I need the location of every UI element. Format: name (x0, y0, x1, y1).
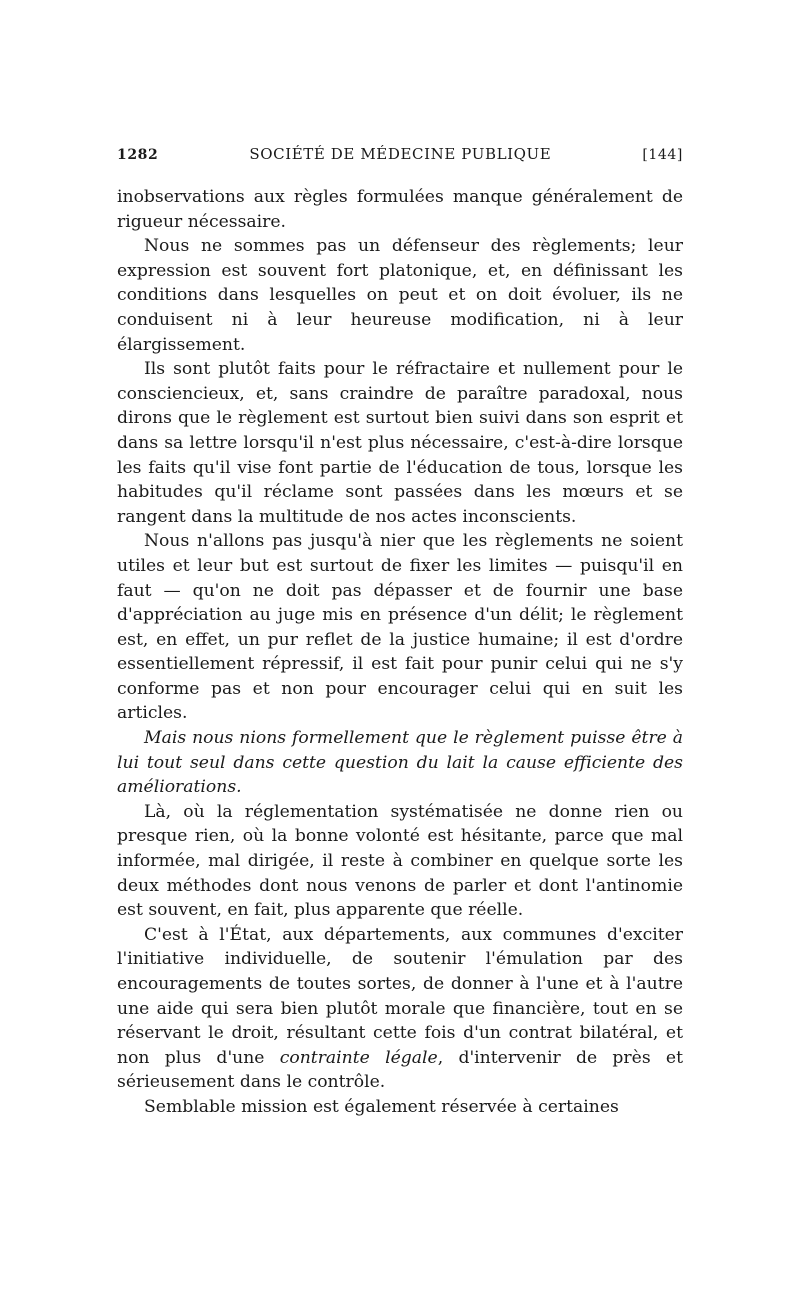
paragraph (117, 185, 683, 234)
italic-text: contrainte légale (279, 1047, 438, 1068)
paragraph-text: inobservations aux règles formulées manque généralement de rigueur nécessaire. (117, 187, 683, 232)
page-number: 1282 (117, 147, 159, 163)
paragraph (117, 529, 683, 726)
paragraph-text: Semblable mission est également réservée à certaines (144, 1096, 619, 1117)
paragraph-text: , d'intervenir de près et sérieusement dans le contrôle. (117, 1047, 684, 1093)
bracket-page-number: [144] (642, 147, 683, 163)
running-header (117, 145, 683, 185)
paragraph-text: Là, où la réglementation systématisée ne donne rien ou presque rien, où la bonne volonté est hésitante, parce que mal informée, mal dirigée, il reste à combiner en quelque sorte les deux méthodes dont nous venons de parler et dont l'antinomie est souvent, en fait, plus apparente que réelle. (117, 801, 683, 921)
paragraph (117, 357, 683, 529)
paragraph (117, 800, 683, 923)
paragraph (117, 234, 683, 357)
italic-text: Mais nous nions formellement que le règlement puisse être à lui tout seul dans cette question du lait la cause efficiente des améliorations. (117, 728, 683, 798)
paragraph-text: Nous ne sommes pas un défenseur des règlements; leur expression est souvent fort platonique, et, en définissant les conditions dans lesquelles on peut et on doit évoluer, ils ne conduisent ni à leur heureuse modification, ni à leur élargissement. (117, 236, 683, 355)
paragraph-text: Ils sont plutôt faits pour le réfractaire et nullement pour le consciencieux, et, sans craindre de paraître paradoxal, nous dirons que le règlement est surtout bien suivi dans son esprit et dans sa lettre lorsqu'il n'est plus nécessaire, c'est-à-dire lorsque les faits qu'il vise font partie de l'éducation de tous, lorsque les habitudes qu'il réclame sont passées dans les mœurs et se rangent dans la multitude de nos actes inconscients. (117, 359, 683, 527)
paragraph-text: Nous n'allons pas jusqu'à nier que les règlements ne soient utiles et leur but est surtout de fixer les limites — puisqu'il en faut — qu'on ne doit pas dépasser et de fournir une base d'appréciation au juge mis en présence d'un délit; le règlement est, en effet, un pur reflet de la justice humaine; il est d'ordre essentiellement répressif, il est fait pour punir celui qui ne s'y conforme pas et non pour encourager celui qui en suit les articles. (117, 531, 683, 724)
paragraph (117, 923, 683, 1095)
paragraph (117, 726, 683, 800)
book-page (117, 145, 683, 1120)
paragraph-text: C'est à l'État, aux départements, aux communes d'exciter l'initiative individuelle, de soutenir l'émulation par des encouragements de toutes sortes, de donner à l'une et à l'autre une aide qui sera bien plutôt morale que financière, tout en se réservant le droit, résultant cette fois d'un contrat bilatéral, et non plus d'une (117, 924, 683, 1068)
body-text (117, 185, 683, 1120)
paragraph (117, 1095, 683, 1120)
running-title: SOCIÉTÉ DE MÉDECINE PUBLIQUE (249, 145, 552, 163)
